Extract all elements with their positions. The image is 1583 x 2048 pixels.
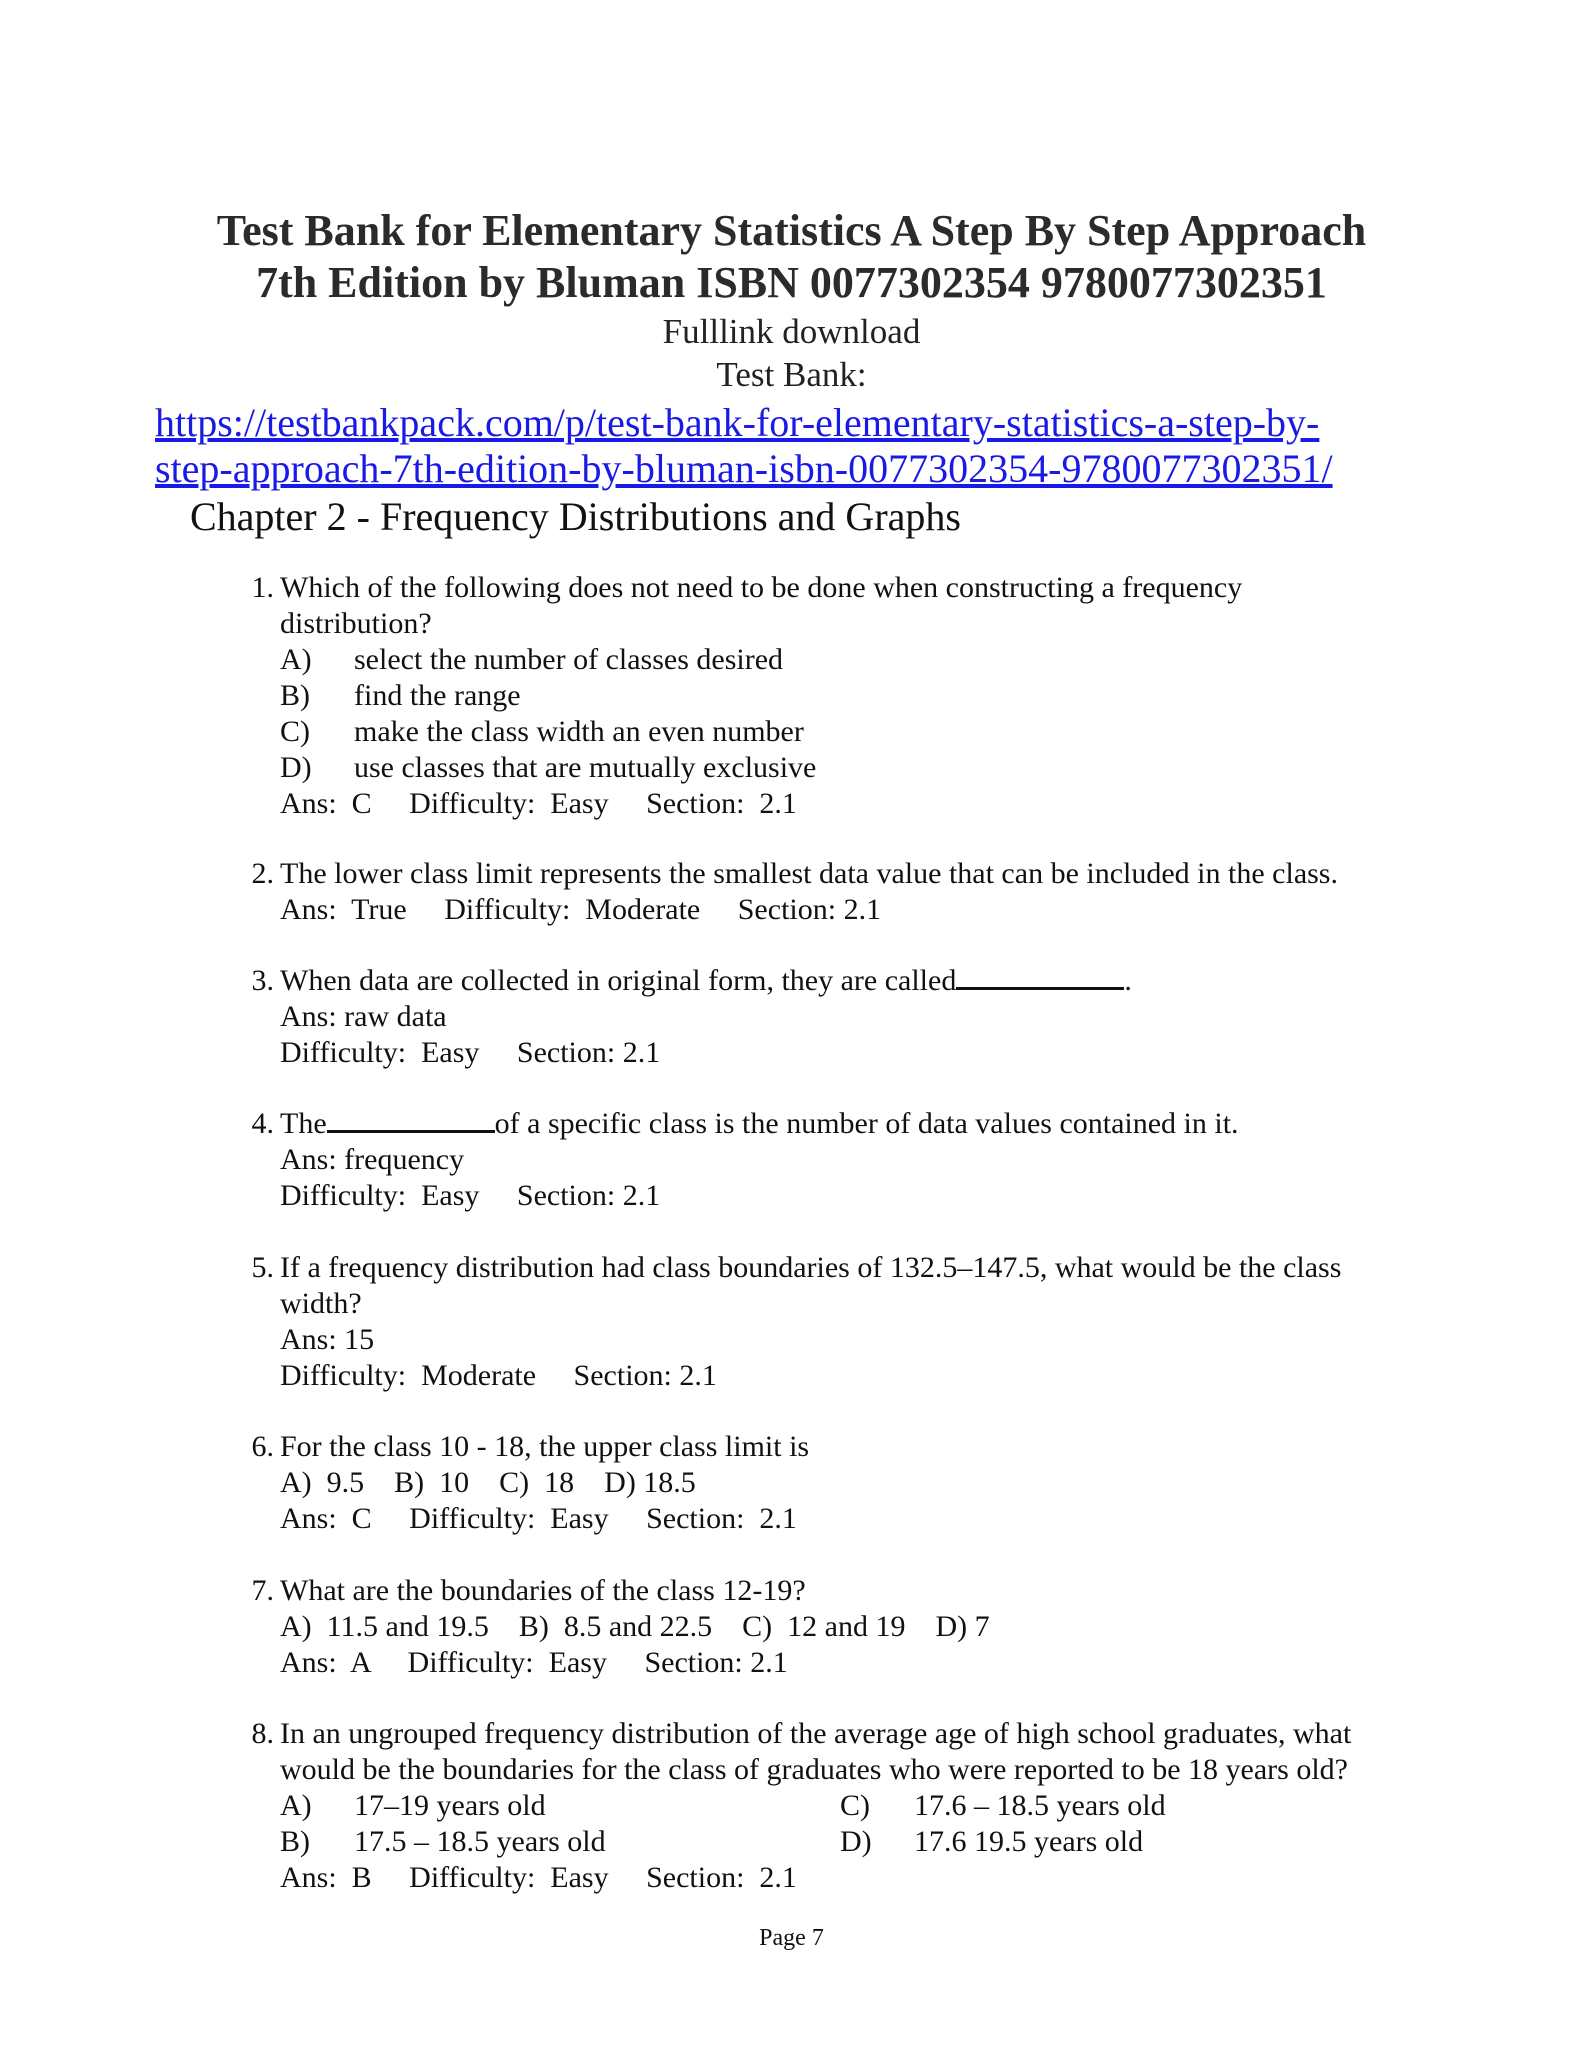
answer-option: D) 17.6 19.5 years old: [840, 1825, 1144, 1858]
question-number: 1.: [251, 571, 274, 604]
question-text: width?: [280, 1287, 362, 1320]
answer-option: B) find the range: [280, 679, 521, 712]
fill-in-blank: [327, 1106, 495, 1133]
answer-key: Ans: C Difficulty: Easy Section: 2.1: [280, 1502, 797, 1535]
question-7: [244, 1573, 1404, 1681]
question-text: The of a specific class is the number of data values contained in it.: [280, 1107, 1239, 1140]
question-number: 5.: [251, 1251, 274, 1284]
download-link-line-2[interactable]: step-approach-7th-edition-by-bluman-isbn-0077302354-9780077302351/: [155, 446, 1333, 491]
answer-meta: Difficulty: Moderate Section: 2.1: [280, 1359, 717, 1392]
question-1: [244, 570, 1404, 822]
question-text: If a frequency distribution had class boundaries of 132.5–147.5, what would be the class: [280, 1251, 1342, 1284]
chapter-heading: Chapter 2 - Frequency Distributions and Graphs: [190, 494, 961, 539]
answer-option: D) use classes that are mutually exclusive: [280, 751, 817, 784]
question-8: [244, 1716, 1404, 1896]
question-text: Which of the following does not need to be done when constructing a frequency: [280, 571, 1243, 604]
page-number: Page 7: [759, 1925, 824, 1951]
answer-meta: Difficulty: Easy Section: 2.1: [280, 1179, 661, 1212]
question-number: 3.: [251, 964, 274, 997]
document-title-line-1: Test Bank for Elementary Statistics A Step By Step Approach: [216, 206, 1367, 255]
document-title-line-2: 7th Edition by Bluman ISBN 0077302354 9780077302351: [256, 258, 1327, 307]
question-number: 8.: [251, 1717, 274, 1750]
answer-option: A) select the number of classes desired: [280, 643, 784, 676]
question-number: 6.: [251, 1430, 274, 1463]
answer-option: C) 17.6 – 18.5 years old: [840, 1789, 1166, 1822]
question-text: When data are collected in original form, they are called .: [280, 964, 1132, 997]
answer-option: A) 17–19 years old: [280, 1789, 546, 1822]
answer-option: C) make the class width an even number: [280, 715, 804, 748]
answer-key: Ans: B Difficulty: Easy Section: 2.1: [280, 1861, 797, 1894]
fill-in-blank: [956, 963, 1124, 990]
question-number: 7.: [251, 1574, 274, 1607]
question-number: 2.: [251, 857, 274, 890]
question-text: would be the boundaries for the class of graduates who were reported to be 18 years old?: [280, 1753, 1348, 1786]
answer-option: B) 17.5 – 18.5 years old: [280, 1825, 606, 1858]
answer-key: Ans: raw data: [280, 1000, 447, 1033]
answer-key: Ans: C Difficulty: Easy Section: 2.1: [280, 787, 797, 820]
question-text: What are the boundaries of the class 12-19?: [280, 1574, 806, 1607]
question-text: For the class 10 - 18, the upper class limit is: [280, 1430, 810, 1463]
answer-key: Ans: A Difficulty: Easy Section: 2.1: [280, 1646, 788, 1679]
question-3: [244, 963, 1404, 1071]
question-text: The lower class limit represents the smallest data value that can be included in the class.: [280, 857, 1338, 890]
question-6: [244, 1429, 1404, 1537]
answer-meta: Difficulty: Easy Section: 2.1: [280, 1036, 661, 1069]
download-link-line-1[interactable]: https://testbankpack.com/p/test-bank-for-elementary-statistics-a-step-by-: [155, 400, 1320, 445]
answer-key: Ans: frequency: [280, 1143, 465, 1176]
answer-key: Ans: True Difficulty: Moderate Section: 2.1: [280, 893, 882, 926]
answer-options-grid: [280, 1788, 1440, 1860]
answer-options: A) 11.5 and 19.5 B) 8.5 and 22.5 C) 12 and 19 D) 7: [280, 1610, 990, 1643]
question-5: [244, 1250, 1404, 1394]
answer-key: Ans: 15: [280, 1323, 375, 1356]
question-text: In an ungrouped frequency distribution of the average age of high school graduates, what: [280, 1717, 1352, 1750]
question-text: distribution?: [280, 607, 432, 640]
question-4: [244, 1106, 1404, 1214]
question-number: 4.: [251, 1107, 274, 1140]
question-2: [244, 856, 1404, 928]
answer-options: A) 9.5 B) 10 C) 18 D) 18.5: [280, 1466, 696, 1499]
test-bank-label: Test Bank:: [716, 355, 867, 394]
download-note: Fulllink download: [662, 312, 921, 351]
